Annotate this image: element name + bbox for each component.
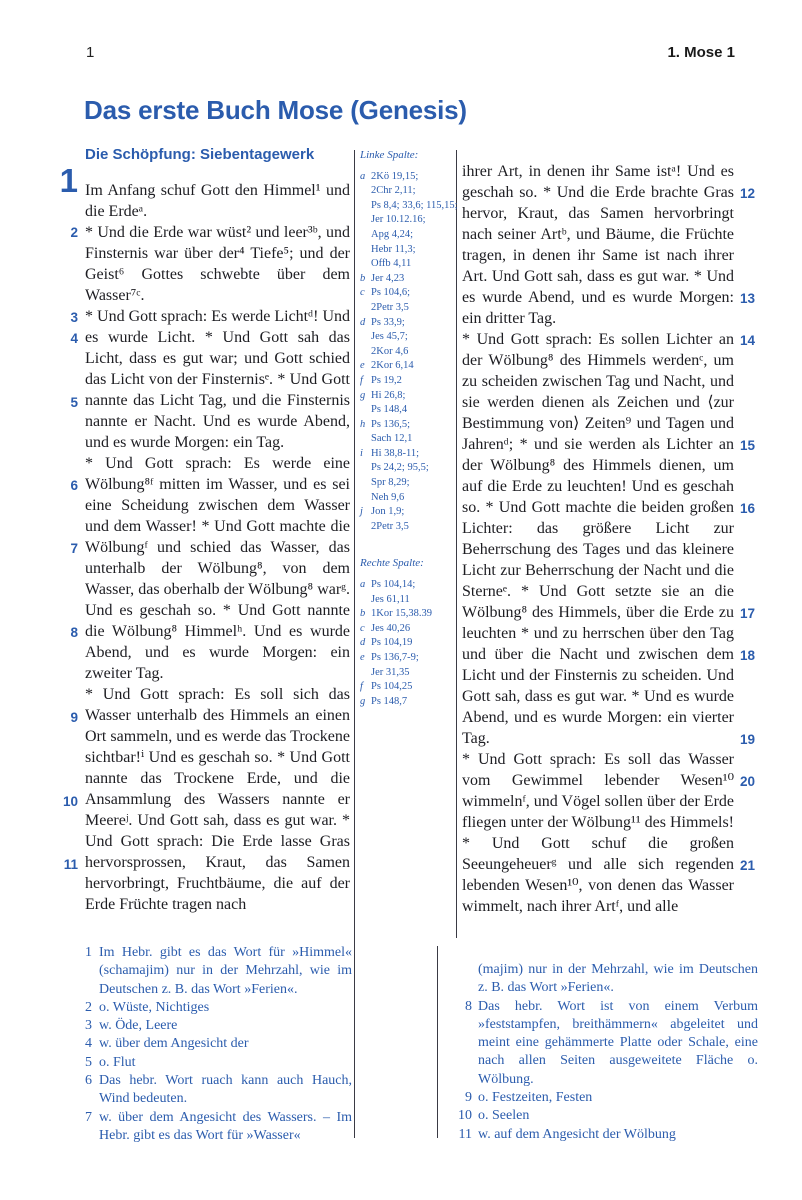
reference-text: 1Kor 15,38.39 — [371, 608, 432, 620]
reference-letter — [360, 666, 371, 681]
footnote-number: 5 — [85, 1054, 92, 1070]
reference-letter — [360, 476, 371, 491]
reference-text: Ps 136,5; — [371, 418, 411, 430]
reference-letter: g — [360, 389, 366, 401]
verse-number: 5 — [70, 395, 78, 410]
verse-paragraph: * Und Gott sprach: Es sollen Lichter an der Wölbung⁸ des Himmels werdenᶜ, um zu scheiden zwischen Tag und Nacht, und sie werden dienen als Zeichen und ⟨zur Bestimmung von⟩ Zeiten⁹ und Tagen und Jahrenᵈ; * und sie werden als Lichter an der Wölbung⁸ des Himmels dienen, um auf die Erde zu leuchten! Und es geschah so. * Und Gott machte die beiden großen Lichter: das größere Licht zur Beherrschung des Tages und das kleinere Licht zur Beherrschung der Nacht und die Sterneᵉ. * Und Gott setzte sie an die Wölbung⁸ des Himmels, über die Erde zu leuchten * und zu herrschen über den Tag und über die Nacht und zwischen dem Licht und der Finsternis zu scheiden. Und Gott sah, dass es gut war. * Und es wurde Abend, und es wurde Morgen: ein vierter Tag. — [462, 331, 734, 747]
reference-letter — [360, 199, 371, 214]
footnote-row — [72, 1017, 352, 1035]
chapter-number: 1 — [59, 162, 78, 199]
footnote-number: 2 — [85, 999, 92, 1015]
footnote-divider — [437, 946, 438, 1138]
reference-text: Jes 45,7; — [371, 331, 408, 343]
reference-text: Ps 104,6; — [371, 287, 411, 299]
verse-number: 20 — [740, 774, 756, 789]
verse-number: 11 — [63, 857, 78, 872]
reference-letter — [360, 330, 371, 345]
reference-row — [360, 403, 454, 418]
reference-row — [360, 505, 454, 520]
footnote-text: w. über dem Angesicht des Wassers. – Im Hebr. gibt es das Wort für »Wasser« — [99, 1109, 352, 1143]
book-title: Das erste Buch Mose (Genesis) — [84, 95, 467, 126]
reference-letter — [360, 461, 371, 476]
footnote-number: 1 — [85, 945, 92, 960]
reference-row — [360, 593, 454, 608]
verse-number: 18 — [740, 648, 756, 663]
reference-row — [360, 695, 454, 710]
verse-number: 15 — [740, 438, 756, 453]
reference-text: Ps 104,19 — [371, 637, 413, 649]
verse-number: 3 — [70, 310, 78, 325]
verse-gutter-left — [54, 180, 78, 938]
footnotes-left — [72, 944, 352, 1145]
reference-letter — [360, 345, 371, 360]
footnote-row — [72, 1109, 352, 1146]
footnote-text: Das hebr. Wort ist von einem Verbum »feststampfen, breithämmern« abgeleitet und meint eine gehämmerte Platte oder Schale, eine nach allen Seiten ausgeweitete Fläche o. Wölbung. — [478, 998, 758, 1087]
footnote-number: 9 — [465, 1090, 472, 1106]
reference-text: Ps 148,4 — [371, 404, 408, 416]
reference-row — [360, 622, 454, 637]
verse-number: 13 — [740, 291, 756, 306]
reference-text: Ps 136,7-9; — [371, 652, 419, 663]
reference-letter: i — [360, 447, 363, 459]
verse-number: 8 — [70, 625, 78, 640]
footnote-text: w. auf dem Angesicht der Wölbung — [478, 1126, 676, 1142]
reference-letter — [360, 403, 371, 418]
reference-row — [360, 666, 454, 681]
verse-paragraph: * Und die Erde war wüst² und leer³ᵇ, und Finsternis war über der⁴ Tiefe⁵; und der Geist⁶ Gottes schwebte über dem Wasser⁷ᶜ. — [85, 224, 350, 304]
verse-paragraph: ihrer Art, in denen ihr Same istᵃ! Und es geschah so. * Und die Erde brachte Gras hervor, Kraut, das Samen hervorbringt nach seiner Artᵇ, und Bäume, die Früchte tragen, in denen ihr Same ist nach ihrer Art. Und Gott sah, dass es gut war. * Und es wurde Abend, und es wurde Morgen: ein dritter Tag. — [462, 163, 734, 327]
reference-letter — [360, 257, 371, 272]
reference-letter — [360, 520, 371, 535]
reference-text: 2Petr 3,5 — [371, 301, 409, 313]
reference-letter: d — [360, 637, 366, 649]
reference-text: 2Kö 19,15; — [371, 170, 419, 182]
reference-row — [360, 301, 454, 316]
reference-row — [360, 432, 454, 447]
footnote-row — [450, 1126, 758, 1144]
footnote-row — [72, 999, 352, 1017]
reference-row — [360, 491, 454, 506]
reference-row — [360, 476, 454, 491]
footnote-row — [72, 1054, 352, 1072]
reference-row — [360, 170, 454, 185]
verse-number: 9 — [70, 710, 78, 725]
verse-number: 2 — [70, 225, 78, 240]
verse-number: 21 — [740, 858, 756, 873]
reference-text: Jon 1,9; — [371, 506, 405, 518]
reference-text: 2Kor 4,6 — [371, 345, 409, 357]
reference-text: Ps 19,2 — [371, 374, 402, 386]
reference-letter: c — [360, 287, 365, 299]
verse-number: 4 — [70, 331, 78, 346]
verse-number: 7 — [70, 541, 78, 556]
reference-row — [360, 243, 454, 258]
reference-row — [360, 636, 454, 651]
footnote-number: 10 — [458, 1108, 472, 1124]
footnote-number — [450, 961, 478, 998]
verse-number: 12 — [740, 186, 756, 201]
footnote-text: o. Seelen — [478, 1108, 530, 1124]
footnote-number: 11 — [458, 1126, 472, 1142]
references-left-list — [360, 170, 458, 535]
reference-row — [360, 184, 454, 199]
footnote-row — [450, 961, 758, 998]
footnote-row — [72, 1035, 352, 1053]
reference-text: Sach 12,1 — [371, 433, 413, 445]
reference-row — [360, 447, 454, 462]
reference-text: Jes 40,26 — [371, 622, 411, 634]
reference-letter — [360, 301, 371, 316]
footnote-row — [450, 1107, 758, 1125]
verse-text-column-left — [85, 180, 350, 938]
reference-text: Ps 104,25 — [371, 681, 413, 693]
reference-letter: f — [360, 681, 363, 693]
reference-letter: d — [360, 316, 366, 328]
reference-text: Ps 148,7 — [371, 695, 408, 707]
reference-letter: b — [360, 272, 366, 284]
reference-row — [360, 520, 454, 535]
reference-row — [360, 374, 454, 389]
reference-row — [360, 680, 454, 695]
reference-text: 2Chr 2,11; — [371, 185, 416, 197]
reference-row — [360, 272, 454, 287]
column-divider-right — [456, 150, 457, 938]
verse-paragraph: * Und Gott sprach: Es soll das Wasser vom Gewimmel lebender Wesen¹⁰ wimmelnᶠ, und Vögel sollen über der Erde fliegen unter der Wölbung¹¹ des Himmels! * Und Gott schuf die großen Seeungeheuerᵍ und alle sich regenden lebenden Wesen¹⁰, von denen das Wasser wimmelt, nach ihrer Artᶠ, und alle — [462, 751, 734, 915]
footnote-number: 3 — [85, 1018, 92, 1034]
reference-text: Neh 9,6 — [371, 491, 405, 503]
footnote-number: 7 — [85, 1109, 92, 1125]
reference-row — [360, 199, 458, 214]
footnote-text: (majim) nur in der Mehrzahl, wie im Deutschen z. B. das Wort »Ferien«. — [478, 962, 758, 996]
reference-row — [360, 213, 454, 228]
footnotes-right — [450, 961, 758, 1144]
verse-paragraph: * Und Gott sprach: Es werde Lichtᵈ! Und es wurde Licht. * Und Gott sah das Licht, dass es gut war; und Gott schied das Licht von der Finsternisᵉ. * Und Gott nannte das Licht Tag, und die Finsternis nannte er Nacht. Und es wurde Abend, und es wurde Morgen: ein Tag. — [85, 308, 350, 451]
reference-row — [360, 578, 454, 593]
reference-text: Hebr 11,3; — [371, 243, 416, 255]
verse-paragraph: * Und Gott sprach: Es soll sich das Wasser unterhalb des Himmels an einen Ort sammeln, und es werde das Trockene sichtbar!ⁱ Und es geschah so. * Und Gott nannte das Trockene Erde, und die Ansammlung des Wassers nannte er Meereʲ. Und Gott sah, dass es gut war. * Und Gott sprach: Die Erde lasse Gras hervorsprossen, Kraut, das Samen hervorbringt, Fruchtbäume, die auf der Erde Früchte tragen nach — [85, 686, 350, 913]
footnote-row — [450, 1089, 758, 1107]
footnote-number: 6 — [85, 1073, 92, 1089]
references-right-list — [360, 578, 454, 709]
footnote-text: Im Hebr. gibt es das Wort für »Himmel« (schamajim) nur in der Mehrzahl, wie im Deutschen z. B. das Wort »Ferien«. — [99, 945, 352, 997]
verse-number: 14 — [740, 333, 756, 348]
reference-text: Apg 4,24; — [371, 228, 413, 240]
footnote-text: o. Festzeiten, Festen — [478, 1090, 593, 1106]
reference-text: Jer 10.12.16; — [371, 214, 426, 226]
reference-text: Jes 61,11 — [371, 593, 410, 605]
verse-number: 17 — [740, 606, 756, 621]
reference-letter: a — [360, 170, 366, 182]
running-title: 1. Mose 1 — [667, 44, 735, 61]
column-divider-left — [354, 150, 355, 1138]
reference-row — [360, 461, 454, 476]
verse-number: 19 — [740, 732, 756, 747]
reference-letter: b — [360, 608, 366, 620]
reference-letter: a — [360, 579, 366, 591]
reference-row — [360, 330, 454, 345]
reference-row — [360, 389, 454, 404]
reference-text: 2Kor 6,14 — [371, 360, 414, 372]
reference-letter — [360, 228, 371, 243]
references-right-heading: Rechte Spalte: — [360, 557, 424, 570]
footnote-text: w. über dem Angesicht der — [99, 1036, 249, 1052]
page-number: 1 — [86, 44, 95, 61]
verse-number: 10 — [62, 794, 78, 809]
reference-letter: e — [360, 360, 365, 372]
reference-letter: c — [360, 622, 365, 634]
reference-row — [360, 359, 454, 374]
footnote-row — [72, 1072, 352, 1109]
reference-letter — [360, 184, 371, 199]
reference-letter: g — [360, 695, 366, 707]
reference-row — [360, 345, 454, 360]
verse-paragraph: Im Anfang schuf Gott den Himmel¹ und die Erdeᵃ. — [85, 182, 350, 220]
verse-number: 6 — [70, 478, 78, 493]
footnote-row — [450, 998, 758, 1089]
footnote-text: o. Flut — [99, 1054, 136, 1070]
reference-letter — [360, 243, 371, 258]
reference-text: Ps 24,2; 95,5; — [371, 462, 429, 474]
reference-text: Hi 38,8-11; — [371, 447, 420, 459]
reference-letter: j — [360, 506, 363, 518]
reference-letter — [360, 593, 371, 608]
reference-row — [360, 228, 454, 243]
verse-number: 16 — [740, 501, 756, 516]
reference-text: Ps 8,4; 33,6; 115,15; — [371, 199, 458, 211]
reference-text: Jer 31,35 — [371, 666, 410, 678]
verse-paragraph: * Und Gott sprach: Es werde eine Wölbung⁸ᶠ mitten im Wasser, und es sei eine Scheidung zwischen dem Wasser und dem Wasser! * Und Gott machte die Wölbungᶠ und schied das Wasser, das unterhalb der Wölbung⁸, von dem Wasser, das oberhalb der Wölbung⁸ warᵍ. Und es geschah so. * Und Gott nannte die Wölbung⁸ Himmelʰ. Und es wurde Abend, und es wurde Morgen: ein zweiter Tag. — [85, 455, 350, 682]
reference-text: Jer 4,23 — [371, 272, 405, 284]
reference-letter: f — [360, 374, 363, 386]
reference-text: Ps 33,9; — [371, 316, 405, 328]
verse-text-column-right — [462, 161, 734, 938]
reference-letter — [360, 432, 371, 447]
section-heading: Die Schöpfung: Siebentagewerk — [85, 146, 315, 163]
reference-text: Spr 8,29; — [371, 477, 410, 489]
footnote-number: 4 — [85, 1036, 92, 1052]
reference-letter — [360, 491, 371, 506]
reference-row — [360, 316, 454, 331]
reference-row — [360, 257, 454, 272]
reference-row — [360, 286, 454, 301]
reference-text: Offb 4,11 — [371, 258, 412, 270]
reference-text: 2Petr 3,5 — [371, 520, 409, 532]
reference-text: Hi 26,8; — [371, 389, 406, 401]
footnote-text: o. Wüste, Nichtiges — [99, 999, 210, 1015]
reference-row — [360, 651, 454, 666]
verse-gutter-right — [740, 161, 766, 938]
reference-letter: h — [360, 418, 366, 430]
reference-letter: e — [360, 652, 365, 663]
reference-row — [360, 607, 454, 622]
footnote-text: Das hebr. Wort ruach kann auch Hauch, Wind bedeuten. — [99, 1073, 352, 1107]
references-left-heading: Linke Spalte: — [360, 149, 419, 161]
footnote-row — [72, 944, 352, 999]
footnote-number: 8 — [465, 998, 472, 1014]
footnote-text: w. Öde, Leere — [99, 1018, 178, 1034]
cross-references-column — [360, 148, 458, 709]
reference-text: Ps 104,14; — [371, 579, 416, 591]
reference-letter — [360, 213, 371, 228]
reference-row — [360, 418, 454, 433]
